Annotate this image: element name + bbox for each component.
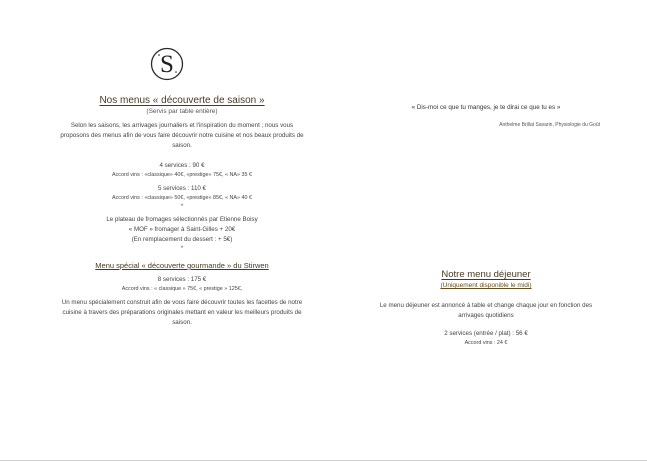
menu-4-services: 4 services : 90 € <box>159 162 205 169</box>
menu-5-services: 5 services : 110 € <box>157 185 207 192</box>
quote-text: « Dis-moi ce que tu manges, je te dirai ce que tu es » <box>411 104 561 111</box>
special-menu-title: Menu spécial « découverte gourmande » du Stirwen <box>95 261 269 270</box>
lunch-wine-pairing: Accord vins : 24 € <box>464 340 508 346</box>
lunch-menu-price: 2 services (entrée / plat) : 56 € <box>444 330 528 337</box>
discovery-menus-intro: Selon les saisons, les arrivages journaliers et l'inspiration du moment ; nous vous proposons des menus afin de vous faire découvrir notre cuisine et nos beaux produits de saison. <box>60 122 304 149</box>
cheese-plate-line-3: (En remplacement du dessert : + 5€) <box>131 236 233 243</box>
lunch-menu-subtitle: (Uniquement disponible le midi) <box>440 282 532 289</box>
cheese-plate-line-1: Le plateau de fromages sélectionnés par Etienne Boisy <box>106 216 258 223</box>
discovery-menus-section <box>60 94 304 328</box>
lunch-menu-section <box>375 268 597 348</box>
restaurant-logo <box>150 47 184 81</box>
discovery-menus-subtitle: (Servis par table entière) <box>146 108 218 115</box>
separator-star: * <box>180 246 184 252</box>
menu-5-wine-pairing: Accord vins : «classique» 50€, «prestige» 85€, « NA» 40 € <box>112 195 252 201</box>
svg-text:S: S <box>160 51 174 78</box>
separator-star: * <box>180 204 184 210</box>
special-menu-description: Un menu spécialement construit afin de vous faire découvrir toutes les facettes de notre cuisine à travers des préparations originales mettant en valeur les meilleurs produits de saison. <box>61 299 303 326</box>
menu-8-services: 8 services : 175 € <box>157 276 207 283</box>
cheese-plate-line-2: « MOF » fromager à Saint-Gilles + 20€ <box>128 226 236 233</box>
discovery-menus-title: Nos menus « découverte de saison » <box>99 95 265 106</box>
lunch-menu-title: Notre menu déjeuner <box>441 269 531 280</box>
menu-4-wine-pairing: Accord vins : «classique» 40€, «prestige» 75€, « NA» 35 € <box>112 172 252 178</box>
lunch-menu-description: Le menu déjeuner est annoncé à table et change chaque jour en fonction des arrivages quotidiens <box>379 302 593 319</box>
quote-author: Anthelme Brillat Savarin, Physiologie du Goût <box>499 122 600 128</box>
menu-8-wine-pairing: Accord vins : « classique » 75€, « prestige » 125€, <box>121 286 243 292</box>
